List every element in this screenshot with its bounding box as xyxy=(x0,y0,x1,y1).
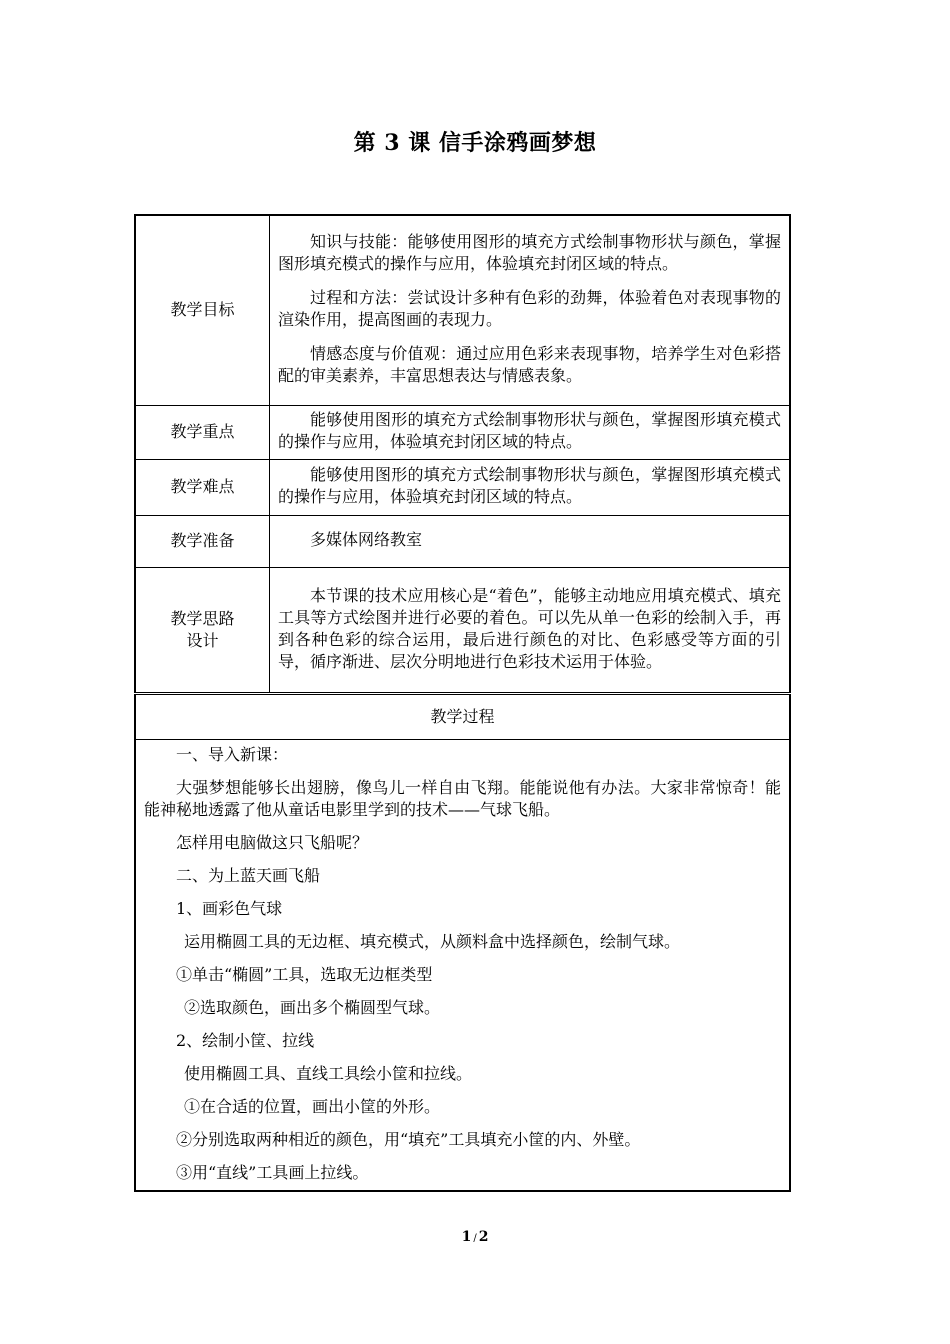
table-row-difficulties xyxy=(135,459,790,515)
process-line: 二、为上蓝天画飞船 xyxy=(176,865,321,885)
page-number xyxy=(0,1229,950,1245)
goals-label: 教学目标 xyxy=(135,215,270,405)
process-line: 运用椭圆工具的无边框、填充模式，从颜料盒中选择颜色，绘制气球。 xyxy=(184,931,681,951)
current-page: 1 xyxy=(461,1229,472,1245)
table-row-goals xyxy=(135,215,790,405)
table-row-process-body xyxy=(135,739,790,1191)
process-line: ②分别选取两种相近的颜色，用“填充”工具填充小筐的内、外壁。 xyxy=(176,1129,641,1149)
goals-paragraph-knowledge: 知识与技能：能够使用图形的填充方式绘制事物形状与颜色，掌握图形填充模式的操作与应用，体验填充封闭区域的特点。 xyxy=(278,232,781,274)
table-row-design xyxy=(135,567,790,693)
design-label xyxy=(135,567,270,693)
lesson-plan-table xyxy=(134,214,791,1192)
table-row-key-points xyxy=(135,405,790,459)
process-content xyxy=(135,739,790,1191)
preparation-text: 多媒体网络教室 xyxy=(310,530,423,549)
process-line: 大强梦想能够长出翅膀，像鸟儿一样自由飞翔。能能说他有办法。大家非常惊奇！能能神秘地透露了他从童话电影里学到的技术——气球飞船。 xyxy=(144,777,781,819)
process-line: ②选取颜色，画出多个椭圆型气球。 xyxy=(184,997,441,1017)
process-line: 使用椭圆工具、直线工具绘小筐和拉线。 xyxy=(184,1063,473,1083)
process-line: 怎样用电脑做这只飞船呢？ xyxy=(176,832,369,852)
process-line: ③用“直线”工具画上拉线。 xyxy=(176,1162,369,1182)
process-line: 2、绘制小筐、拉线 xyxy=(176,1030,315,1050)
table-row-preparation xyxy=(135,515,790,567)
process-line: 1、画彩色气球 xyxy=(176,898,283,918)
process-heading: 教学过程 xyxy=(135,693,790,739)
key-points-content xyxy=(270,405,791,459)
key-points-text: 能够使用图形的填充方式绘制事物形状与颜色，掌握图形填充模式的操作与应用，体验填充封闭区域的特点。 xyxy=(278,410,781,451)
design-label-line1: 教学思路 xyxy=(170,608,235,628)
difficulties-text: 能够使用图形的填充方式绘制事物形状与颜色，掌握图形填充模式的操作与应用，体验填充封闭区域的特点。 xyxy=(278,465,781,506)
process-line: 一、导入新课： xyxy=(176,744,289,764)
key-points-label: 教学重点 xyxy=(135,405,270,459)
process-line: ①单击“椭圆”工具，选取无边框类型 xyxy=(176,964,433,984)
table-row-process-heading xyxy=(135,693,790,739)
goals-paragraph-process: 过程和方法：尝试设计多种有色彩的劲舞，体验着色对表现事物的渲染作用，提高图画的表现力。 xyxy=(278,288,781,330)
process-line: ①在合适的位置，画出小筐的外形。 xyxy=(184,1096,441,1116)
goals-paragraph-emotion: 情感态度与价值观：通过应用色彩来表现事物，培养学生对色彩搭配的审美素养，丰富思想表达与情感表象。 xyxy=(278,344,781,386)
design-content xyxy=(270,567,791,693)
difficulties-content xyxy=(270,459,791,515)
difficulties-label: 教学难点 xyxy=(135,459,270,515)
preparation-content xyxy=(270,515,791,567)
page-title: 第 3 课 信手涂鸦画梦想 xyxy=(353,130,597,156)
goals-content xyxy=(270,215,791,405)
page-separator: / xyxy=(473,1233,477,1244)
total-pages: 2 xyxy=(478,1229,489,1245)
design-label-line2: 设计 xyxy=(186,630,219,650)
preparation-label: 教学准备 xyxy=(135,515,270,567)
design-text: 本节课的技术应用核心是“着色”，能够主动地应用填充模式、填充工具等方式绘图并进行必要的着色。可以先从单一色彩的绘制入手，再到各种色彩的综合运用，最后进行颜色的对比、色彩感受等方面的引导，循序渐进、层次分明地进行色彩技术运用于体验。 xyxy=(278,585,781,671)
